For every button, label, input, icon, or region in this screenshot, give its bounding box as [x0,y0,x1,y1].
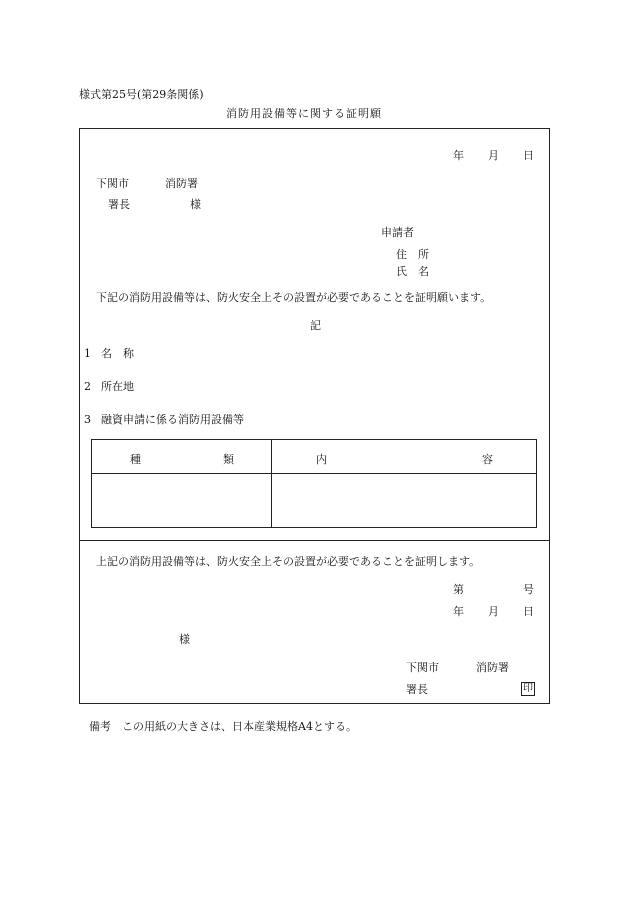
certificate-date-year: 年 [453,605,464,618]
issuer-chief: 署長 [406,683,428,696]
table-column-divider [271,440,272,527]
table-header-content-b: 容 [482,453,493,466]
certificate-number-suffix: 号 [523,583,534,596]
request-statement: 下記の消防用設備等は、防火安全上その設置が必要であることを証明願います。 [96,291,492,304]
item-2-number: 2 [84,380,91,393]
item-3-number: 3 [84,413,91,426]
document-title: 消防用設備等に関する証明願 [226,107,382,120]
issuer-city: 下関市 [406,661,439,674]
seal-mark: 印 [523,683,533,694]
table-header-type-b: 類 [223,453,234,466]
request-date-month: 月 [488,149,499,162]
item-3-label: 融資申請に係る消防用設備等 [101,413,244,426]
certificate-statement: 上記の消防用設備等は、防火安全上その設置が必要であることを証明します。 [96,555,481,568]
certificate-date-day: 日 [523,605,534,618]
item-1-label: 名 称 [101,347,134,360]
table-header-type-a: 種 [130,453,141,466]
request-date-day: 日 [523,149,534,162]
item-1-number: 1 [84,347,91,360]
section-divider [79,540,550,541]
certificate-date-month: 月 [488,605,499,618]
applicant-label: 申請者 [381,226,414,239]
issuer-office: 消防署 [476,661,509,674]
addressee-city: 下関市 [96,177,129,190]
addressee-chief: 署長 [108,198,130,211]
certificate-honorific: 様 [179,633,190,646]
table-header-content-a: 内 [316,453,327,466]
addressee-honorific: 様 [190,198,201,211]
item-2-label: 所在地 [101,380,134,393]
form-number: 様式第25号(第29条関係) [79,88,204,101]
certificate-number-prefix: 第 [453,583,464,596]
addressee-office: 消防署 [165,177,198,190]
applicant-address-label: 住 所 [396,248,429,261]
request-date-year: 年 [453,149,464,162]
footnote: 備考 この用紙の大きさは、日本産業規格A4とする。 [89,720,357,733]
table-header-divider [92,473,536,474]
ki-heading: 記 [310,319,321,332]
equipment-table [91,439,537,528]
applicant-name-label: 氏 名 [396,265,429,278]
